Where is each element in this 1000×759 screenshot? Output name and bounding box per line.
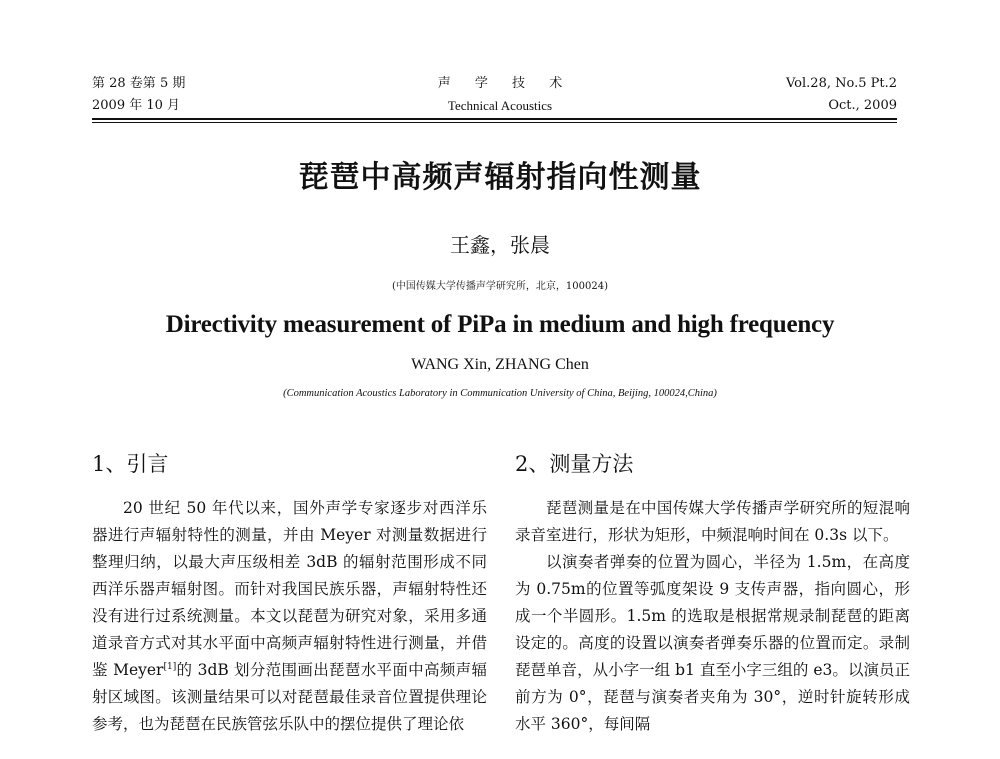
method-paragraph-2: 以演奏者弹奏的位置为圆心，半径为 1.5m，在高度为 0.75m的位置等弧度架设 9 支传声器，指向圆心，形成一个半圆形。1.5m 的选取是根据常规录制琵琶的距离设定的。高度的设置以演奏者弹奏乐器的位置而定。录制琵琶单音，从小字一组 b1 直至小字三组的 e3。以演员正前方为 0°，琵琶与演奏者夹角为 30°，逆时针旋转形成水平 360°，每间隔	[515, 553, 910, 733]
header-volume-info-en	[786, 76, 897, 120]
header-journal-name-en: Technical Acoustics	[447, 98, 553, 113]
article-title-cn: 琵琶中高频声辐射指向性测量	[298, 160, 702, 195]
intro-text-part1: 20 世纪 50 年代以来，国外声学专家逐步对西洋乐器进行声辐射特性的测量，并由 Meyer 对测量数据进行整理归纳，以最大声压级相差 3dB 的辐射范围形成不同西洋乐器声辐射图。而针对我国民族乐器，声辐射特性还没有进行过系统测量。本文以琵琶为研究对象，采用多通道录音方式对其水平面中高频声辐射特性进行测量，并借鉴 Meyer	[92, 499, 487, 679]
header-rule-thick	[92, 118, 897, 120]
header-date-cn: 2009 年 10 月	[92, 98, 181, 113]
intro-text-part2: 的 3dB 划分范围画出琵琶水平面中高频声辐射区域图。该测量结果可以对琵琶最佳录音位置提供理论参考，也为琵琶在民族管弦乐队中的摆位提供了理论依	[92, 661, 487, 733]
header-journal-name-cn: 声 学 技 术	[437, 76, 573, 91]
header-date-en: Oct., 2009	[828, 98, 897, 113]
citation-ref-1: [1]	[163, 661, 177, 672]
header-rule-thin	[92, 122, 897, 123]
article-affiliation-en: (Communication Acoustics Laboratory in Communication University of China, Beijing, 100024,China)	[283, 388, 717, 399]
column-right	[515, 449, 910, 738]
header-volume-info	[92, 76, 185, 120]
article-authors-cn: 王鑫，张晨	[450, 233, 550, 257]
article-affiliation-cn: (中国传媒大学传播声学研究所，北京，100024)	[392, 281, 608, 292]
header-volume-en: Vol.28, No.5 Pt.2	[785, 76, 897, 91]
column-left	[92, 449, 487, 738]
article-title-en: Directivity measurement of PiPa in medium and high frequency	[165, 311, 835, 338]
article-authors-en: WANG Xin, ZHANG Chen	[411, 356, 589, 373]
header-journal-name	[390, 76, 610, 120]
section-heading-method: 2、测量方法	[515, 452, 634, 476]
method-paragraph-1: 琵琶测量是在中国传媒大学传播声学研究所的短混响录音室进行，形状为矩形，中频混响时间在 0.3s 以下。	[515, 499, 910, 544]
section-heading-intro: 1、引言	[92, 452, 169, 476]
intro-paragraph	[92, 495, 487, 738]
header-volume-issue: 第 28 卷第 5 期	[92, 76, 186, 91]
